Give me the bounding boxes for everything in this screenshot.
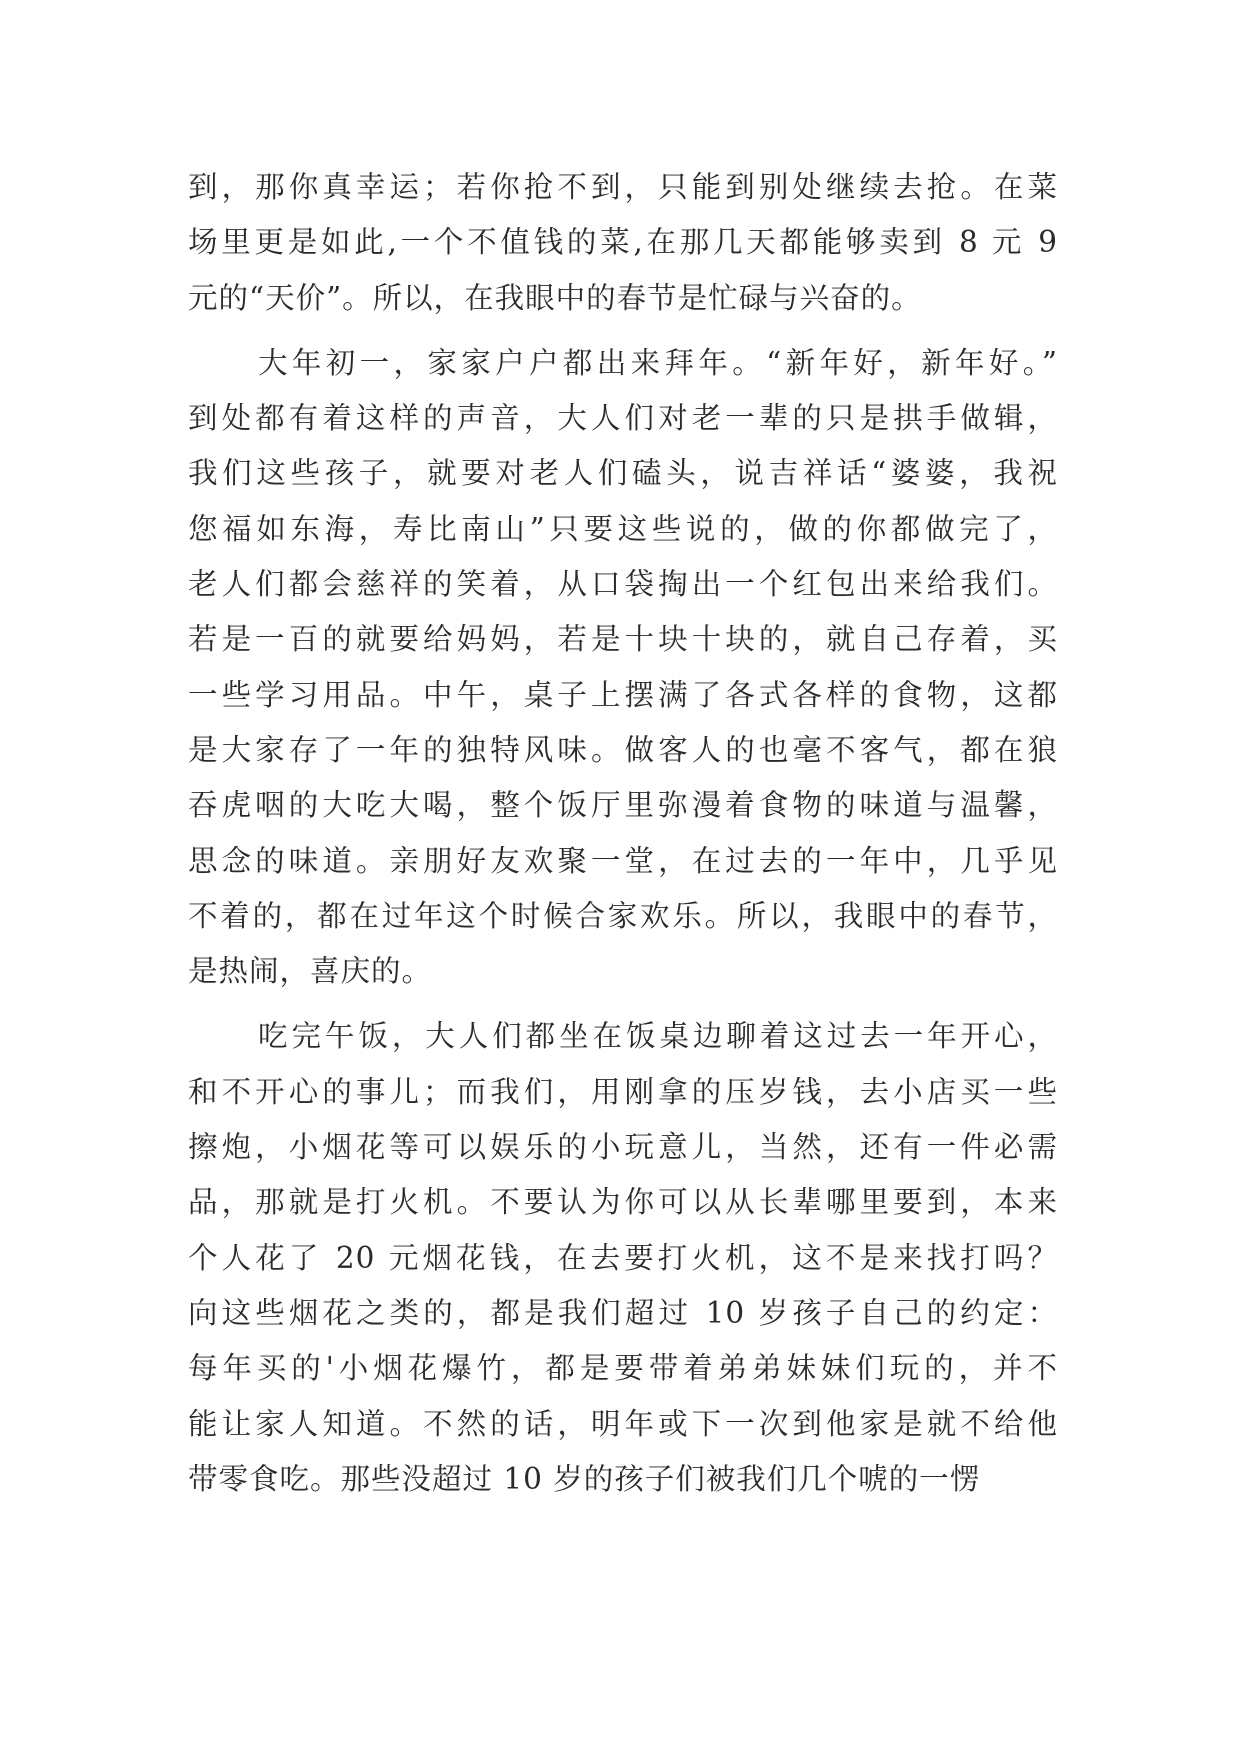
text-line: 个人花了 20 元烟花钱，在去要打火机，这不是来找打吗？: [188, 1240, 1058, 1275]
text-line: 老人们都会慈祥的笑着，从口袋掏出一个红包出来给我们。: [188, 567, 1058, 602]
text-line: 不着的，都在过年这个时候合家欢乐。所以，我眼中的春节，: [188, 898, 1058, 933]
text-line: 能让家人知道。不然的话，明年或下一次到他家是就不给他: [188, 1406, 1058, 1441]
text-line: 您福如东海，寿比南山”只要这些说的，做的你都做完了，: [188, 511, 1058, 546]
text-line: 向这些烟花之类的，都是我们超过 10 岁孩子自己的约定：: [188, 1295, 1058, 1330]
text-line: 吃完午饭，大人们都坐在饭桌边聊着这过去一年开心，: [258, 1019, 1058, 1054]
text-line: 和不开心的事儿；而我们，用刚拿的压岁钱，去小店买一些: [188, 1074, 1058, 1109]
text-line: 元的“天价”。所以，在我眼中的春节是忙碌与兴奋的。: [188, 280, 922, 315]
paragraph-1: [188, 160, 1058, 326]
paragraph-3: [188, 1009, 1058, 1507]
text-line: 品，那就是打火机。不要认为你可以从长辈哪里要到，本来: [188, 1185, 1058, 1220]
text-line: 是热闹，喜庆的。: [188, 954, 433, 989]
text-line: 擦炮，小烟花等可以娱乐的小玩意儿，当然，还有一件必需: [188, 1130, 1058, 1165]
text-line: 每年买的'小烟花爆竹，都是要带着弟弟妹妹们玩的，并不: [188, 1351, 1058, 1386]
text-line: 带零食吃。那些没超过 10 岁的孩子们被我们几个唬的一愣: [188, 1461, 981, 1496]
text-line: 大年初一，家家户户都出来拜年。“新年好，新年好。”: [258, 345, 1058, 380]
text-line: 是大家存了一年的独特风味。做客人的也毫不客气，都在狼: [188, 732, 1058, 767]
text-line: 一些学习用品。中午，桌子上摆满了各式各样的食物，这都: [188, 677, 1058, 712]
body-text: [188, 160, 1058, 1517]
text-line: 若是一百的就要给妈妈，若是十块十块的，就自己存着，买: [188, 622, 1058, 657]
text-line: 到处都有着这样的声音，大人们对老一辈的只是拱手做辑，: [188, 401, 1058, 436]
text-line: 场里更是如此,一个不值钱的菜,在那几天都能够卖到 8 元 9: [188, 225, 1058, 260]
text-line: 我们这些孩子，就要对老人们磕头，说吉祥话“婆婆，我祝: [188, 456, 1058, 491]
text-line: 吞虎咽的大吃大喝，整个饭厅里弥漫着食物的味道与温馨，: [188, 788, 1058, 823]
paragraph-2: [188, 336, 1058, 1000]
text-line: 到，那你真幸运；若你抢不到，只能到别处继续去抢。在菜: [188, 170, 1058, 204]
text-line: 思念的味道。亲朋好友欢聚一堂，在过去的一年中，几乎见: [188, 843, 1058, 878]
